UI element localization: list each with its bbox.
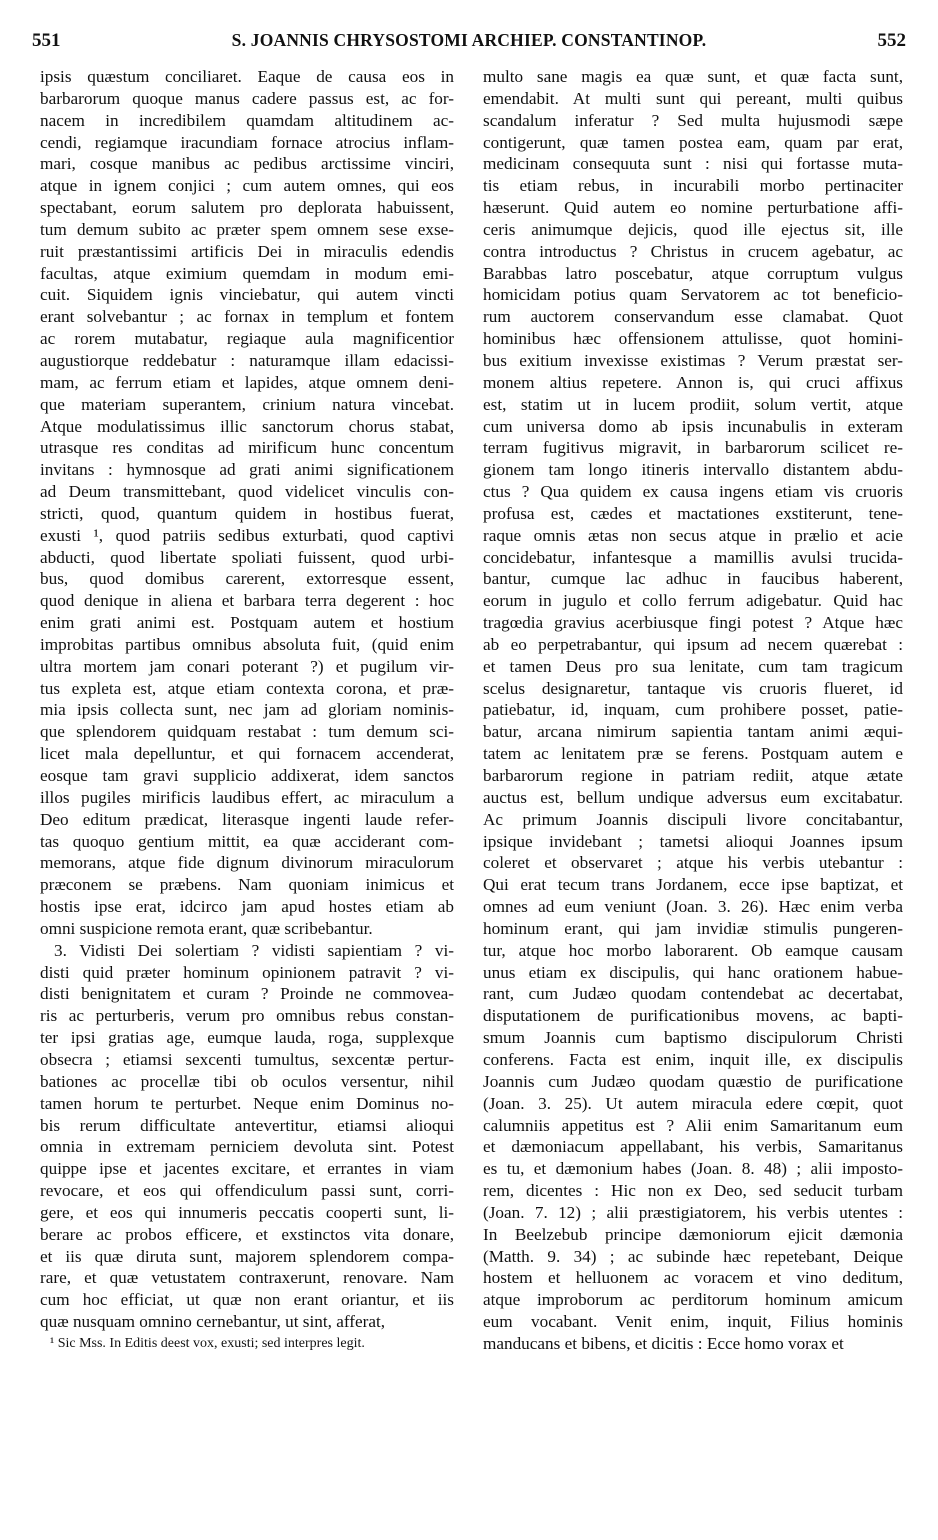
right-column-line: contra introductus ? Christus in crucem agebatur, ac: [483, 241, 903, 261]
right-column-line: rum auctorem conservandum esse clamabat. Quot: [483, 307, 903, 327]
footnote: ¹ Sic Mss. In Editis deest vox, exusti; sed interpres legit.: [50, 1335, 365, 1351]
left-column-line: bis rerum difficultate antevertitur, etiamsi alioqui: [40, 1115, 454, 1135]
right-column-line: gionem tam longo itineris intervallo distantem abdu-: [483, 460, 903, 480]
right-column-line: Ac primum Joannis discipuli livore concitabantur,: [483, 809, 903, 829]
right-column-line: hominibus hæc offensionem attulisse, quot homini-: [483, 329, 903, 349]
left-column-line: illos pugiles mirificis laudibus effert, ac miraculum a: [40, 787, 454, 807]
left-column-line: ad Deum transmittebant, quod videlicet vinculis con-: [40, 482, 454, 502]
right-column-line: eum vocabant. Venit enim, inquit, Filius hominis: [483, 1312, 903, 1332]
left-column-line: mia ipsis collecta sunt, nec jam ad gloriam nominis-: [40, 700, 454, 720]
left-column-line: ris ac perturberis, verum pro omnibus rebus constan-: [40, 1006, 454, 1026]
right-column-line: (Matth. 9. 34) ; ac subinde hæc repetebant, Deique: [483, 1246, 903, 1266]
left-column-line: berare ac probos efficere, et exstinctos vita donare,: [40, 1224, 454, 1244]
right-column-line: et dæmoniacum appellabant, his verbis, Samaritanus: [483, 1137, 903, 1157]
left-column-line: augustiorque reddebatur : naturamque illam edacissi-: [40, 350, 454, 370]
right-column-line: Joannis cum Judæo quodam quæstio de purificatione: [483, 1071, 903, 1091]
right-column-line: multo sane magis ea quæ sunt, et quæ facta sunt,: [483, 67, 903, 86]
left-column-line: exusti ¹, quod patriis sedibus exturbati, quod captivi: [40, 525, 454, 545]
left-column-line: memorans, atque fide dignum divinorum miraculorum: [40, 853, 454, 873]
right-column-line: (Joan. 3. 25). Ut autem miracula edere cœpit, quot: [483, 1093, 903, 1113]
right-column-line: In Beelzebub principe dæmoniorum ejicit dæmonia: [483, 1224, 903, 1244]
right-column-line: terram fugitivus migravit, in barbarorum scilicet re-: [483, 438, 903, 458]
left-column-line: ac rorem mutabatur, regiaque aula magnificentior: [40, 329, 454, 349]
left-column-line: erant solvebantur ; ac fornax in templum et fontem: [40, 307, 454, 327]
left-column-line: spectabant, eorum salutem pro deplorata habuissent,: [40, 198, 454, 218]
right-column-line: rant, cum Judæo quodam contendebat ac decertabat,: [483, 984, 903, 1004]
right-column-line: (Joan. 7. 12) ; alii præstigiatorem, his verbis utentes :: [483, 1202, 903, 1222]
left-column-line: atque in ignem conjici ; cum autem omnes, qui eos: [40, 176, 454, 196]
left-column-line: nacem in incredibilem quamdam altitudinem ac-: [40, 110, 454, 130]
left-column-line: cum hoc efficiat, ut quæ non erant oriantur, et iis: [40, 1290, 454, 1310]
left-column-line: disti benignitatem et curam ? Proinde ne commovea-: [40, 984, 454, 1004]
left-column-line: barbarorum quoque manus cadere passus est, ac for-: [40, 88, 454, 108]
right-column-line: ctus ? Qua quidem ex causa ingens etiam vis cruoris: [483, 482, 903, 502]
right-column-line: hominum erant, qui jam invidiæ stimulis pungeren-: [483, 918, 903, 938]
left-column-line: utrasque res conditas ad mirificum hunc concentum: [40, 438, 454, 458]
left-column-line: improbitas partibus omnibus absoluta fuit, (quid enim: [40, 634, 454, 654]
right-column-line: scandalum inferatur ? Sed multa hujusmodi sæpe: [483, 110, 903, 130]
right-column-line: raque omnis ætas non secus atque in prælio et acie: [483, 525, 903, 545]
right-column-line: smum Joannis cum baptismo discipulorum Christi: [483, 1028, 903, 1048]
right-column-line: conferens. Facta est enim, inquit ille, ex discipulis: [483, 1049, 903, 1069]
left-column-line: præconem se præbens. Nam quoniam inimicus et: [40, 875, 454, 895]
right-column-line: ceris animumque dejicis, quod ille ejectus sit, ille: [483, 219, 903, 239]
page-number-left: 551: [32, 30, 61, 51]
running-header: [30, 30, 908, 60]
right-column-line: eorum in jugulo et collo ferrum adigebatur. Quid hac: [483, 591, 903, 611]
left-column-line: gere, et eos qui innumeris peccatis cooperti sunt, li-: [40, 1202, 454, 1222]
right-column-line: tis etiam rebus, in incurabili morbo pertinaciter: [483, 176, 903, 196]
left-column-line: omnia in extremam perniciem devoluta sint. Potest: [40, 1137, 454, 1157]
left-column-line: mam, ac ferrum etiam et lapides, atque omnem deni-: [40, 372, 454, 392]
left-column-line: 3. Vidisti Dei solertiam ? vidisti sapientiam ? vi-: [54, 940, 454, 960]
left-column-line: tum demum subito ac præter spem omnem sese exse-: [40, 219, 454, 239]
left-column-line: licet mala depelluntur, et qui fornacem accenderat,: [40, 744, 454, 764]
left-column-line: hostis ipse erat, idcirco jam apud hostes etiam ab: [40, 897, 454, 917]
right-text-column: [483, 66, 903, 1355]
right-column-line: emendabit. At multi sunt qui pereant, multi quibus: [483, 88, 903, 108]
left-text-column: [40, 66, 454, 1355]
right-column-line: homicidam potius quam Servatorem ac tot beneficio-: [483, 285, 903, 305]
left-column-line: ter ipsi gratias age, eumque lauda, roga, supplexque: [40, 1028, 454, 1048]
left-column-line: quod denique in aliena et barbara terra degerent : hoc: [40, 591, 454, 611]
right-column-line: atque improborum ac perditorum hominum amicum: [483, 1290, 903, 1310]
page-number-right: 552: [877, 30, 906, 51]
right-column-line: coleret et observaret ; atque his verbis utebantur :: [483, 853, 903, 873]
left-column-line: bationes ac procellæ tibi ob oculos versentur, nihil: [40, 1071, 454, 1091]
right-column-line: tragœdia gravius acerbiusque fingi potest ? Atque hæc: [483, 613, 903, 633]
left-column-line: stricti, quod, quantum quidem in hostibus fuerat,: [40, 503, 454, 523]
right-column-line: manducans et bibens, et dicitis : Ecce homo vorax et: [483, 1333, 844, 1353]
right-column-line: et tamen Deus pro sua lenitate, cum tam tragicum: [483, 656, 903, 676]
left-column-line: rare, et quæ vetustatem contraxerunt, renovare. Nam: [40, 1268, 454, 1288]
left-column-line: quippe ipse et jacentes excitare, et errantes in viam: [40, 1159, 454, 1179]
right-column-line: hostem et helluonem ac voracem et vino deditum,: [483, 1268, 903, 1288]
right-column-line: profusa est, cædes et mactationes exstiterunt, tene-: [483, 503, 903, 523]
left-column-line: obsecra ; etiamsi sexcenti tumultus, sexcentæ pertur-: [40, 1049, 454, 1069]
left-column-line: que splendorem quidquam restabat : tum demum sci-: [40, 722, 454, 742]
left-column-line: enim grati animi est. Postquam autem et hostium: [40, 613, 454, 633]
right-column-line: rem, dicentes : Hic non ex Deo, sed seducit turbam: [483, 1181, 903, 1201]
right-column-line: bantur, cumque lac adhuc in faucibus haberent,: [483, 569, 903, 589]
right-column-line: tatem ac lenitatem præ se ferens. Postquam autem e: [483, 744, 903, 764]
left-column-line: et iis quæ diruta sunt, majorem splendorem compa-: [40, 1246, 454, 1266]
right-column-line: barbarorum regione in patriam rediit, atque ætate: [483, 766, 903, 785]
left-column-line: cuit. Siquidem ignis vinciebatur, qui autem vincti: [40, 285, 454, 305]
right-column-line: tur, atque hoc morbo laborarent. Ob eamque causam: [483, 940, 903, 960]
running-title: S. JOANNIS CHRYSOSTOMI ARCHIEP. CONSTANTINOP.: [231, 30, 707, 50]
left-column-line: abducti, quod libertate spoliati fuissent, quod urbi-: [40, 547, 454, 567]
left-column-line: disti quid præter hominum opinionem patravit ? vi-: [40, 962, 454, 982]
left-column-line: ultra mortem jam conari poterant ?) et pugilum vir-: [40, 656, 454, 676]
right-column-line: patiebatur, id, inquam, cum prohibere posset, patie-: [483, 700, 903, 720]
right-column-line: es tu, et dæmonium habes (Joan. 8. 48) ; alii imposto-: [483, 1159, 903, 1179]
right-column-line: auctus est, bellum undique adversus eum excitabatur.: [483, 787, 903, 807]
left-column-line: cendi, regiamque iracundiam fornace atrocius inflam-: [40, 132, 454, 152]
right-column-line: Qui erat tecum trans Jordanem, ecce ipse baptizat, et: [483, 875, 903, 895]
right-column-line: Barabbas latro poscebatur, atque corruptum vulgus: [483, 263, 903, 283]
right-column-line: medicinam consequuta sunt : nisi qui fortasse muta-: [483, 154, 903, 174]
left-column-line: tamen horum te perturbet. Neque enim Dominus no-: [40, 1093, 454, 1113]
right-column-line: calumniis appetitus est ? Alii enim Samaritanum eum: [483, 1115, 903, 1135]
right-column-line: est, statim ut in lucem prodiit, solum vertit, atque: [483, 394, 903, 414]
left-column-line: tas quoquo gentium mittit, ea quæ acciderant com-: [40, 831, 454, 851]
right-column-line: disputationem de purificationibus movens, ac bapti-: [483, 1006, 903, 1026]
left-column-line: facultas, atque eximium quemdam in modum emi-: [40, 263, 454, 283]
right-column-line: ab eo perpetrabantur, qui ipsum ad necem quærebat :: [483, 634, 903, 654]
right-column-line: monem altius repetere. Annon is, qui cruci affixus: [483, 372, 903, 392]
left-column-line: bus, quod domibus carerent, extorresque essent,: [40, 569, 454, 589]
right-column-line: cum universa domo ab ipsis incunabulis in exteram: [483, 416, 903, 436]
right-column-line: omnes ad eum veniunt (Joan. 3. 26). Hæc enim verba: [483, 897, 903, 917]
right-column-line: concidebatur, infantesque a mamillis avulsi trucida-: [483, 547, 903, 567]
right-column-line: ipsique invidebant ; tametsi alioqui Joannes ipsum: [483, 831, 903, 851]
right-column-line: hæserunt. Quid autem eo nomine perturbatione affi-: [483, 198, 903, 218]
left-column-line: eosque tam gravi supplicio addixerat, idem sanctos: [40, 766, 454, 785]
left-column-line: Deo editum prædicat, literasque ingenti laude refer-: [40, 809, 454, 829]
left-column-line: ruit præstantissimi artificis Dei in miraculis edendis: [40, 241, 454, 261]
right-column-line: scelus designaretur, tantaque vis cruoris flueret, id: [483, 678, 903, 698]
left-column-line: revocare, et eos qui offendiculum passi sunt, corri-: [40, 1181, 454, 1201]
left-column-line: omni suspicione remota erant, quæ scribebantur.: [40, 918, 373, 938]
left-column-line: que materiam superantem, crinium natura vincebat.: [40, 394, 454, 414]
left-column-line: Atque modulatissimus illic sanctorum chorus stabat,: [40, 416, 454, 436]
right-column-line: contigerunt, quæ tamen postea eam, quam par erat,: [483, 132, 903, 152]
right-column-line: batur, arcana nimirum sapientia tantam animi æqui-: [483, 722, 903, 742]
right-column-line: bus exitium invexisse existimas ? Verum præstat ser-: [483, 350, 903, 370]
left-column-line: quæ nusquam omnino cernebantur, ut sint, afferat,: [40, 1312, 386, 1332]
right-column-line: unus etiam ex discipulis, qui hanc orationem habue-: [483, 962, 903, 982]
left-column-line: invitans : hymnosque ad grati animi significationem: [40, 460, 454, 480]
left-column-line: ipsis quæstum conciliaret. Eaque de causa eos in: [40, 67, 454, 86]
left-column-line: mari, cosque manibus ac pedibus arctissime vinciri,: [40, 154, 454, 174]
left-column-line: tus expleta est, atque etiam contexta corona, et præ-: [40, 678, 454, 698]
